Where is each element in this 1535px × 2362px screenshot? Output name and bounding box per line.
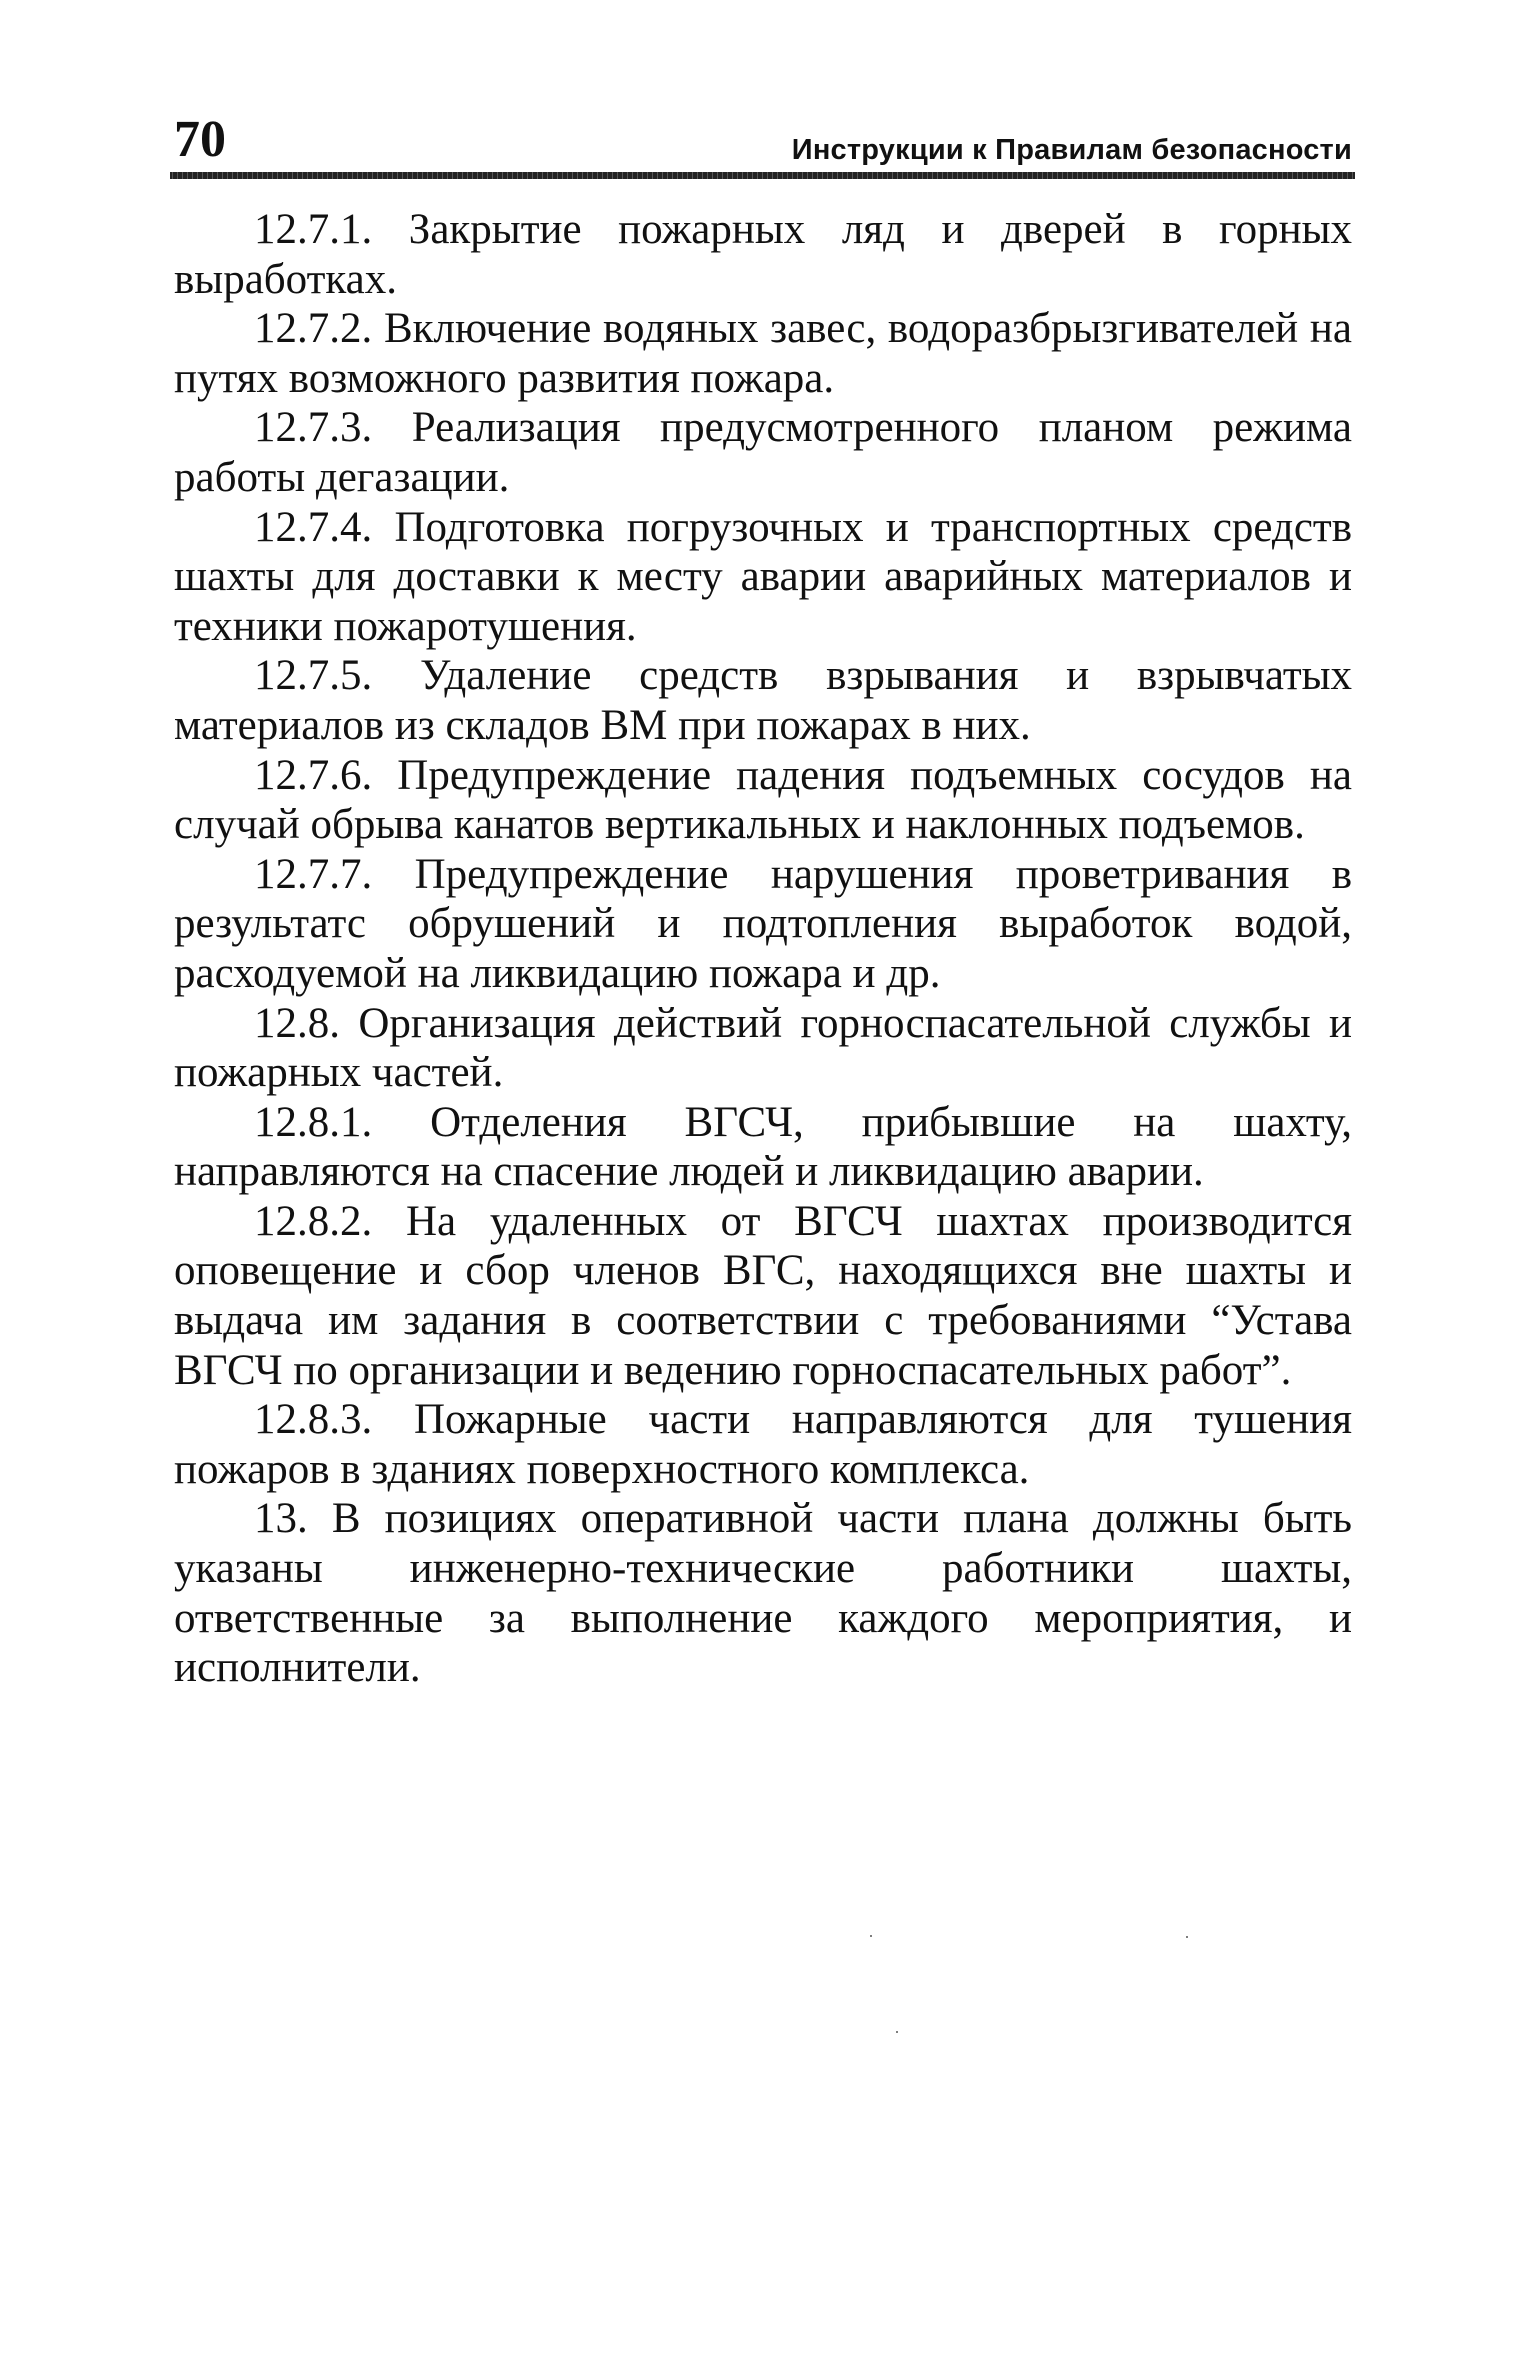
paragraph-12-8-2: 12.8.2. На удаленных от ВГСЧ шахтах производится оповещение и сбор членов ВГС, находящихся вне шахты и выдача им задания в соответствии с требованиями “Устава ВГСЧ по организации и ведению горноспасательных работ”. <box>174 1197 1352 1394</box>
scan-speck <box>870 1935 872 1937</box>
scan-speck <box>896 2031 898 2033</box>
page-header <box>172 108 1352 168</box>
paragraph-12-8: 12.8. Организация действий горноспасательной службы и пожарных частей. <box>174 999 1352 1097</box>
paragraph-12-7-3: 12.7.3. Реализация предусмотренного планом режима работы дегазации. <box>174 404 1352 501</box>
running-title: Инструкции к Правилам безопасности <box>791 134 1352 166</box>
paragraph-12-7-2: 12.7.2. Включение водяных завес, водоразбрызгивателей на путях возможного развития пожара. <box>174 305 1352 402</box>
paragraph-12-7-6: 12.7.6. Предупреждение падения подъемных сосудов на случай обрыва канатов вертикальных и наклонных подъемов. <box>174 751 1352 849</box>
page-number: 70 <box>174 111 226 168</box>
paragraph-12-7-1: 12.7.1. Закрытие пожарных ляд и дверей в горных выработках. <box>174 206 1352 303</box>
paragraph-12-7-7: 12.7.7. Предупреждение нарушения проветривания в результатс обрушений и подтопления выработок водой, расходуемой на ликвидацию пожара и др. <box>174 850 1352 997</box>
body-text <box>174 205 1352 1693</box>
scan-speck <box>1186 1936 1188 1938</box>
paragraph-12-8-1: 12.8.1. Отделения ВГСЧ, прибывшие на шахту, направляются на спасение людей и ликвидацию аварии. <box>174 1098 1352 1196</box>
paragraph-13: 13. В позициях оперативной части плана должны быть указаны инженерно-технические работники шахты, ответственные за выполнение каждого мероприятия, и исполнители. <box>174 1495 1352 1692</box>
paragraph-12-7-5: 12.7.5. Удаление средств взрывания и взрывчатых материалов из складов ВМ при пожарах в них. <box>174 652 1352 749</box>
paragraph-12-8-3: 12.8.3. Пожарные части направляются для тушения пожаров в зданиях поверхностного комплекса. <box>174 1396 1352 1493</box>
header-rule <box>170 172 1355 179</box>
paragraph-12-7-4: 12.7.4. Подготовка погрузочных и транспортных средств шахты для доставки к месту аварии аварийных материалов и техники пожаротушения. <box>174 503 1352 650</box>
